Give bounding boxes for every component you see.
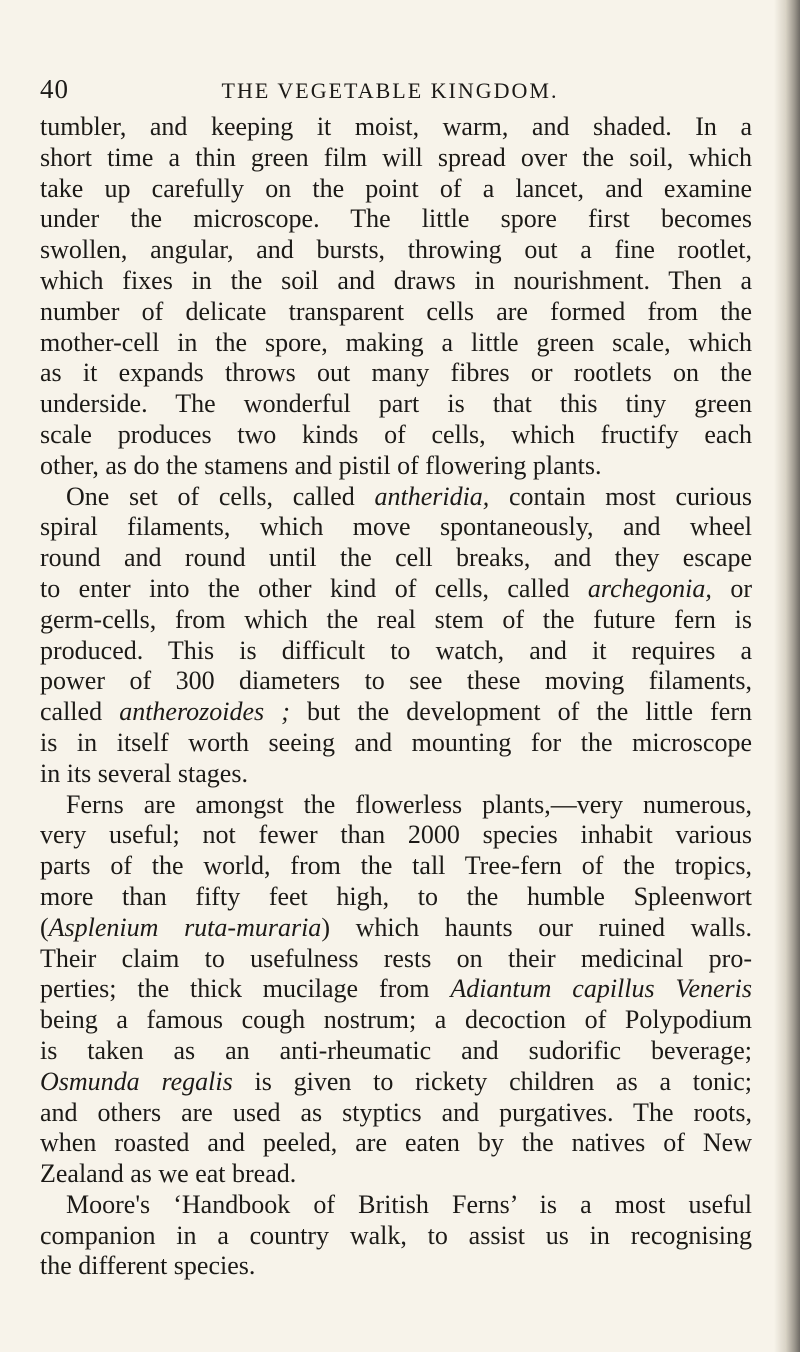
text-run: or [711,573,752,603]
text-run: ( [40,912,49,942]
text-run: Ferns are amongst the flowerless plants,—very numerous, [66,789,752,819]
text-line [40,174,752,205]
text-line [40,574,752,605]
page-edge-shadow [774,0,800,1352]
text-run: called [40,697,120,727]
text-run: is in itself worth seeing and mounting for the microscope [40,727,752,757]
text-run: in its several stages. [40,758,248,788]
text-run: swollen, angular, and bursts, throwing out a fine rootlet, [40,235,752,265]
text-line [40,944,752,975]
page-header [40,74,740,114]
text-run: but the development of the little fern [289,697,752,727]
text-line [40,328,752,359]
italic-term: antheridia, [374,481,490,511]
text-run: parts of the world, from the tall Tree-fern of the tropics, [40,851,752,881]
text-run: One set of cells, called [66,481,375,511]
text-line [40,512,752,543]
paragraph [40,790,752,1190]
text-line [40,143,752,174]
text-run: short time a thin green film will spread over the soil, which [40,142,752,172]
text-run: spiral filaments, which move spontaneously, and wheel [40,512,752,542]
text-line [40,1251,752,1282]
text-line [40,1128,752,1159]
text-run: as it expands throws out many fibres or rootlets on the [40,358,752,388]
text-line [40,451,752,482]
text-run: Zealand as we eat bread. [40,1159,297,1189]
italic-term: Adiantum capillus Veneris [450,974,752,1004]
text-run: underside. The wonderful part is that this tiny green [40,389,752,419]
text-run: more than fifty feet high, to the humble Spleenwort [40,881,752,911]
text-run: round and round until the cell breaks, and they escape [40,543,752,573]
text-run: Their claim to usefulness rests on their medicinal pro- [40,943,752,973]
text-run: and others are used as styptics and purgatives. The roots, [40,1097,752,1127]
text-run: take up carefully on the point of a lancet, and examine [40,173,752,203]
text-line [40,358,752,389]
text-line [40,266,752,297]
text-line [40,204,752,235]
text-line [40,1036,752,1067]
text-run: companion in a country walk, to assist us in recognising [40,1220,752,1250]
text-run: other, as do the stamens and pistil of flowering plants. [40,450,602,480]
paragraph [40,482,752,790]
text-line [40,389,752,420]
text-line [40,482,752,513]
text-line [40,112,752,143]
text-line [40,235,752,266]
text-line [40,697,752,728]
text-line [40,1067,752,1098]
text-line [40,759,752,790]
text-run: under the microscope. The little spore first becomes [40,204,752,234]
text-line [40,420,752,451]
text-run: which fixes in the soil and draws in nourishment. Then a [40,265,752,295]
text-run: being a famous cough nostrum; a decoction of Polypodium [40,1005,752,1035]
running-title: THE VEGETABLE KINGDOM. [221,78,559,103]
text-run: to enter into the other kind of cells, called [40,573,588,603]
text-run: number of delicate transparent cells are formed from the [40,296,752,326]
text-line [40,820,752,851]
paragraph [40,1190,752,1282]
text-run: tumbler, and keeping it moist, warm, and shaded. In a [40,112,752,141]
text-run: perties; the thick mucilage from [40,974,451,1004]
text-run: mother-cell in the spore, making a little green scale, which [40,327,752,357]
text-run: Moore's ‘Handbook of British Ferns’ is a most useful [66,1189,752,1219]
text-line [40,605,752,636]
text-line [40,1221,752,1252]
text-run: scale produces two kinds of cells, which fructify each [40,419,752,449]
text-run: produced. This is difficult to watch, and it requires a [40,635,752,665]
text-run: ) which haunts our ruined walls. [321,912,753,942]
text-line [40,1190,752,1221]
text-run: is given to rickety children as a tonic; [232,1066,752,1096]
italic-term: Osmunda regalis [40,1066,233,1096]
text-run: very useful; not fewer than 2000 species inhabit various [40,820,752,850]
text-line [40,728,752,759]
text-line [40,882,752,913]
body-text [40,112,752,1282]
text-line [40,790,752,821]
text-line [40,297,752,328]
text-run: the different species. [40,1251,256,1281]
text-line [40,1098,752,1129]
text-run: when roasted and peeled, are eaten by the natives of New [40,1128,752,1158]
text-line [40,543,752,574]
text-line [40,851,752,882]
text-line [40,974,752,1005]
text-run: is taken as an anti-rheumatic and sudorific beverage; [40,1035,752,1065]
text-run: power of 300 diameters to see these moving filaments, [40,666,752,696]
text-line [40,1159,752,1190]
text-line [40,666,752,697]
text-line [40,636,752,667]
italic-term: antherozoides ; [119,697,290,727]
text-line [40,913,752,944]
paragraph [40,112,752,482]
page-number: 40 [40,74,69,104]
text-run: germ-cells, from which the real stem of the future fern is [40,604,752,634]
text-line [40,1005,752,1036]
italic-term: Asplenium ruta-muraria [48,912,322,942]
text-run: contain most curious [489,481,752,511]
italic-term: archegonia, [587,573,712,603]
